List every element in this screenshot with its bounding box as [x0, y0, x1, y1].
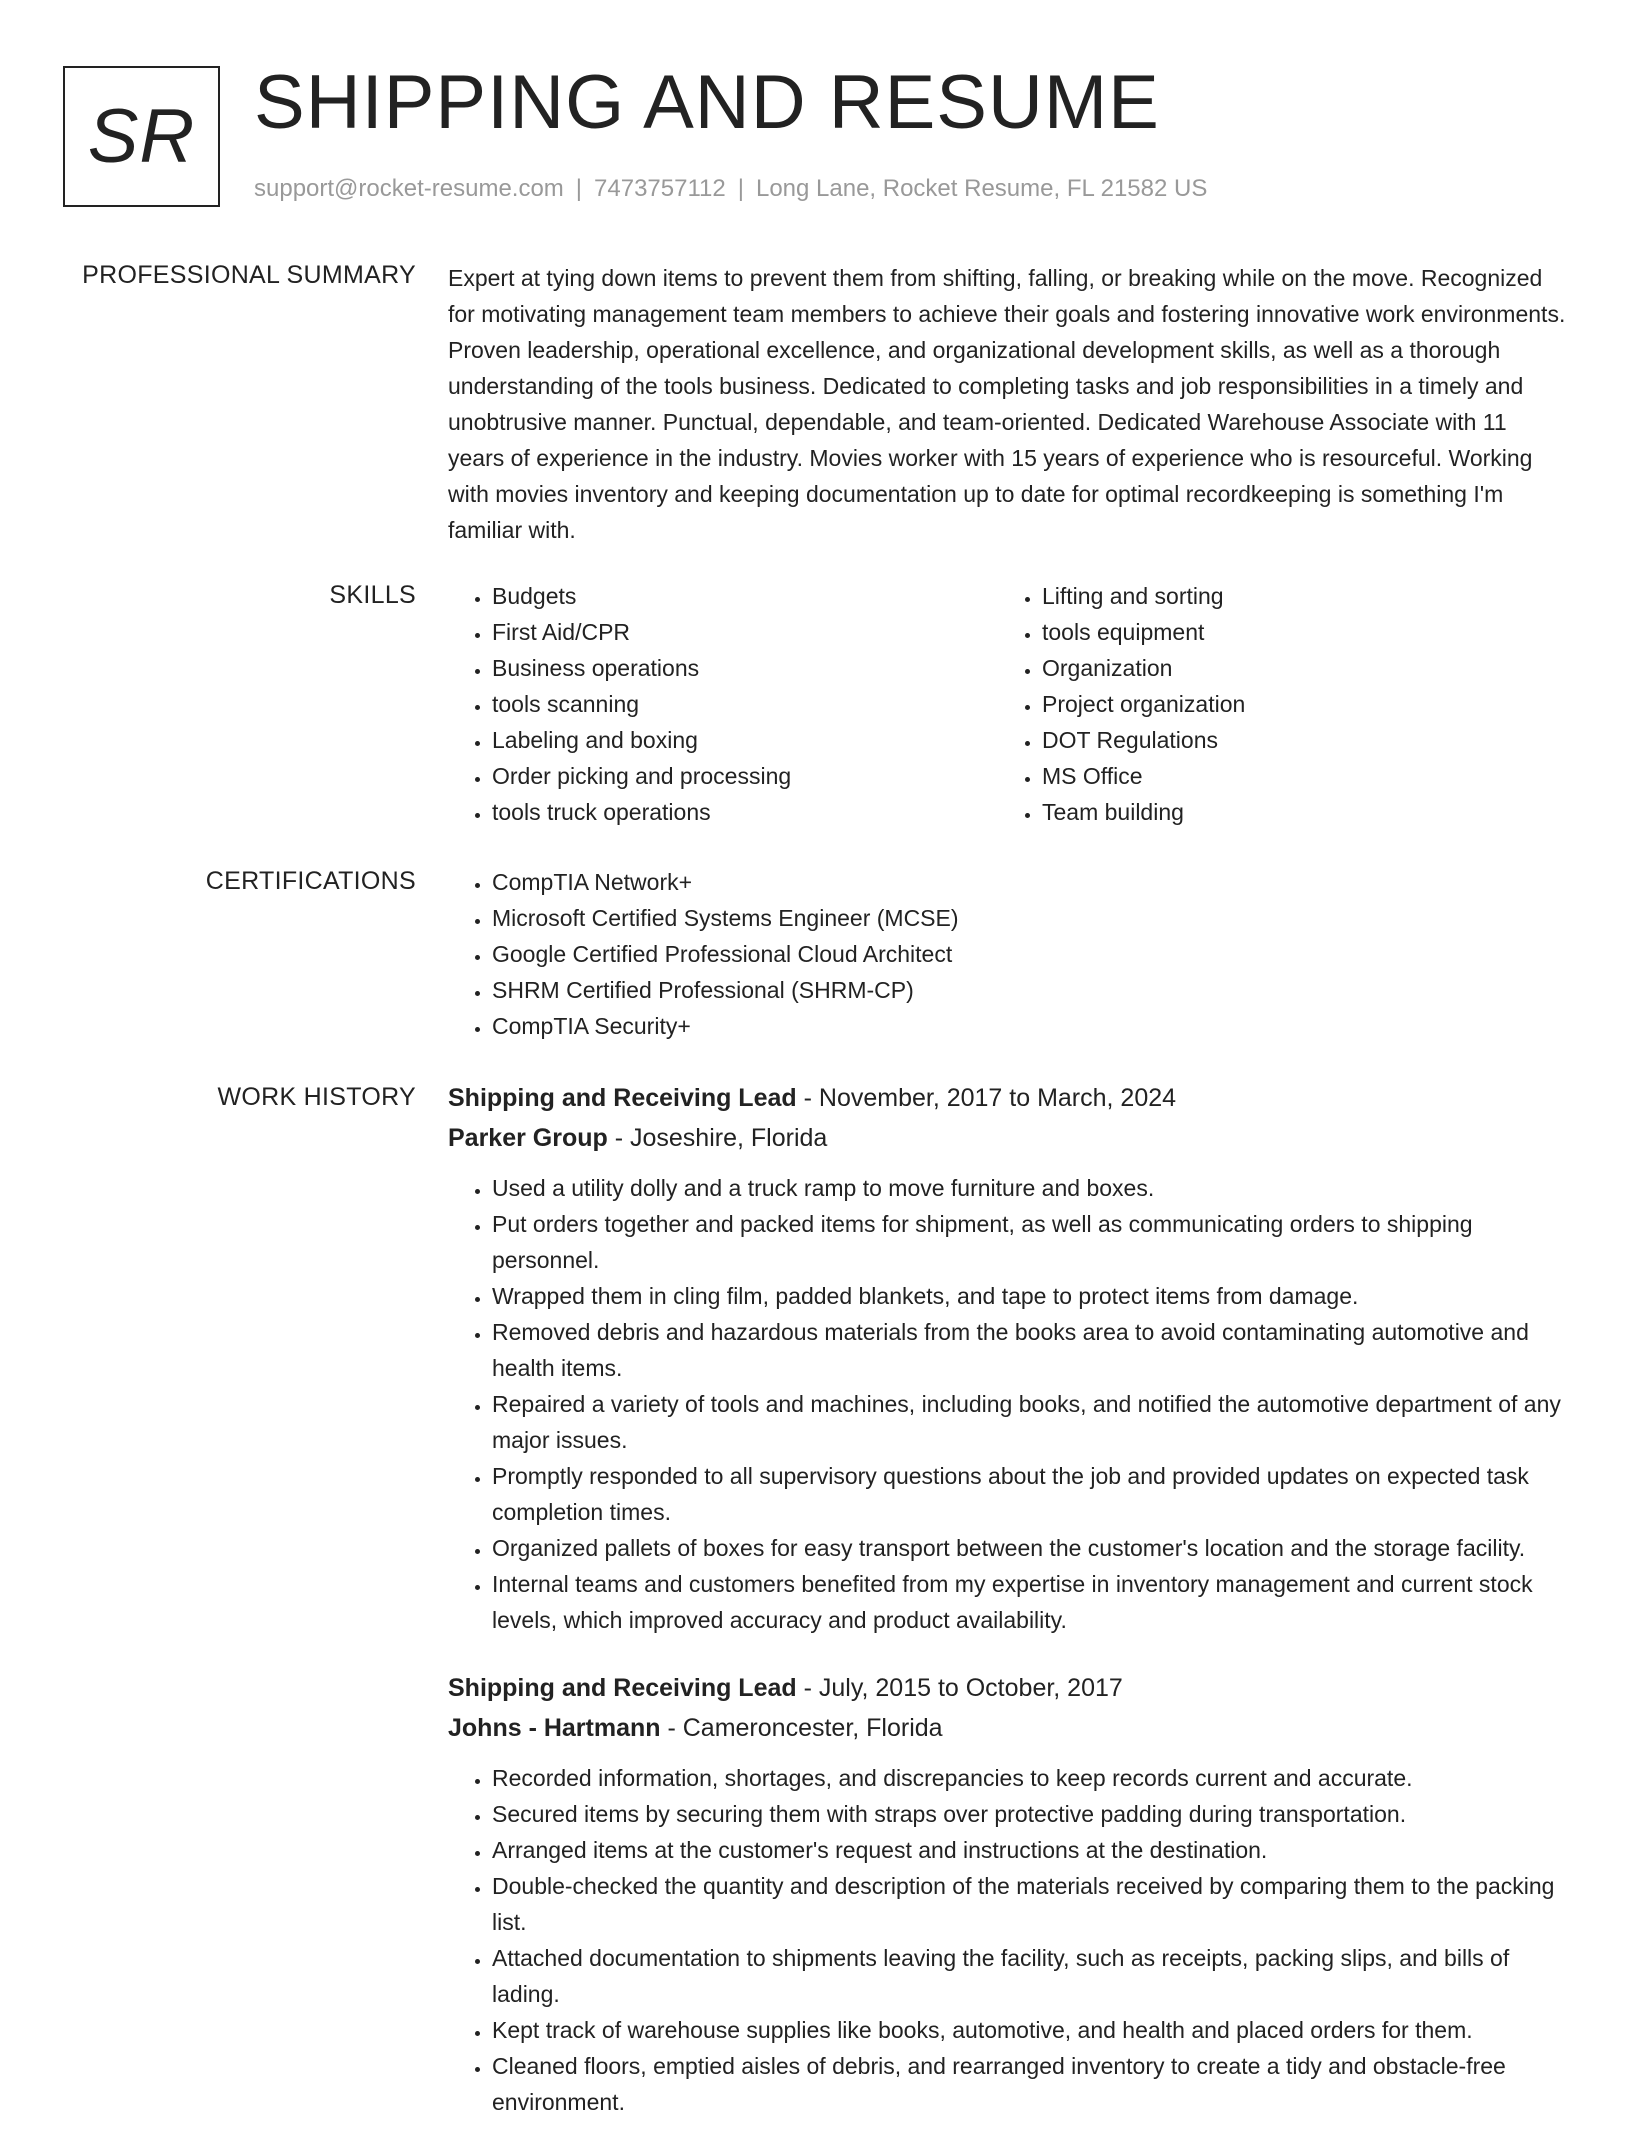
job-company: Parker Group — [448, 1124, 608, 1152]
job-duty-item: • Used a utility dolly and a truck ramp to move furniture and boxes. — [492, 1170, 1568, 1206]
work-history-heading: WORK HISTORY — [217, 1083, 416, 1111]
contact-line — [254, 173, 1207, 205]
skill-item: • MS Office — [1042, 758, 1548, 794]
resume-name: SHIPPING AND RESUME — [254, 60, 1160, 145]
monogram-logo: SR — [63, 66, 220, 207]
certification-item: • CompTIA Network+ — [492, 864, 1568, 900]
skill-item: • Lifting and sorting — [1042, 578, 1548, 614]
skill-item: • Business operations — [492, 650, 998, 686]
job-duty-item: • Double-checked the quantity and description of the materials received by comparing them to the packing list. — [492, 1868, 1568, 1940]
job-duty-item: • Attached documentation to shipments leaving the facility, such as receipts, packing slips, and bills of lading. — [492, 1940, 1568, 2012]
job-duty-item: • Removed debris and hazardous materials from the books area to avoid contaminating automotive and health items. — [492, 1314, 1568, 1386]
contact-phone: 7473757112 — [594, 175, 726, 202]
job-duty-item: • Kept track of warehouse supplies like books, automotive, and health and placed orders for them. — [492, 2012, 1568, 2048]
certifications-list — [448, 864, 1568, 1044]
skill-item: • First Aid/CPR — [492, 614, 998, 650]
jobs-container — [448, 1078, 1568, 2150]
job-duty-item: • Recorded information, shortages, and discrepancies to keep records current and accurate. — [492, 1760, 1568, 1796]
job-entry — [448, 1668, 1568, 2120]
certification-item: • Google Certified Professional Cloud Architect — [492, 936, 1568, 972]
skill-item: • tools scanning — [492, 686, 998, 722]
certification-item: • SHRM Certified Professional (SHRM-CP) — [492, 972, 1568, 1008]
job-title: Shipping and Receiving Lead — [448, 1084, 797, 1112]
job-location: - Cameroncester, Florida — [660, 1714, 943, 1742]
job-entry — [448, 1078, 1568, 1638]
skill-item: • tools equipment — [1042, 614, 1548, 650]
skills-heading: SKILLS — [329, 581, 416, 609]
certification-item: • Microsoft Certified Systems Engineer (MCSE) — [492, 900, 1568, 936]
job-title-line — [448, 1078, 1568, 1118]
skills-list-left — [448, 578, 998, 830]
job-duty-item: • Internal teams and customers benefited from my expertise in inventory management and current stock levels, which improved accuracy and product availability. — [492, 1566, 1568, 1638]
job-dates: - July, 2015 to October, 2017 — [796, 1674, 1123, 1702]
job-duties-list — [448, 1170, 1568, 1638]
job-location: - Joseshire, Florida — [607, 1124, 828, 1152]
job-duties-list — [448, 1760, 1568, 2120]
contact-separator: | — [737, 175, 744, 202]
contact-address: Long Lane, Rocket Resume, FL 21582 US — [755, 175, 1208, 202]
skill-item: • Budgets — [492, 578, 998, 614]
skill-item: • tools truck operations — [492, 794, 998, 830]
skill-item: • DOT Regulations — [1042, 722, 1548, 758]
skills-list-right — [998, 578, 1548, 830]
summary-text: Expert at tying down items to prevent them from shifting, falling, or breaking while on the move. Recognized for motivating management team members to achieve their goals and fostering innovative work environments. Proven leadership, operational excellence, and organizational development skills, as well as a thorough understanding of the tools business. Dedicated to completing tasks and job responsibilities in a timely and unobtrusive manner. Punctual, dependable, and team-oriented. Dedicated Warehouse Associate with 11 years of experience in the industry. Movies worker with 15 years of experience who is resourceful. Working with movies inventory and keeping documentation up to date for optimal recordkeeping is something I'm familiar with. — [448, 265, 1566, 543]
summary-heading: PROFESSIONAL SUMMARY — [82, 261, 416, 289]
skill-item: • Order picking and processing — [492, 758, 998, 794]
job-duty-item: • Promptly responded to all supervisory questions about the job and provided updates on expected task completion times. — [492, 1458, 1568, 1530]
job-company-line — [448, 1708, 1568, 1748]
skill-item: • Labeling and boxing — [492, 722, 998, 758]
job-duty-item: • Wrapped them in cling film, padded blankets, and tape to protect items from damage. — [492, 1278, 1568, 1314]
certification-item: • CompTIA Security+ — [492, 1008, 1568, 1044]
job-duty-item: • Secured items by securing them with straps over protective padding during transportation. — [492, 1796, 1568, 1832]
job-duty-item: • Cleaned floors, emptied aisles of debris, and rearranged inventory to create a tidy and obstacle-free environment. — [492, 2048, 1568, 2120]
contact-email: support@rocket-resume.com — [254, 175, 564, 202]
job-dates: - November, 2017 to March, 2024 — [796, 1084, 1177, 1112]
contact-separator: | — [575, 175, 583, 202]
job-title-line — [448, 1668, 1568, 1708]
skill-item: • Project organization — [1042, 686, 1548, 722]
job-duty-item: • Arranged items at the customer's request and instructions at the destination. — [492, 1832, 1568, 1868]
skill-item: • Team building — [1042, 794, 1548, 830]
job-duty-item: • Put orders together and packed items for shipment, as well as communicating orders to shipping personnel. — [492, 1206, 1568, 1278]
skill-item: • Organization — [1042, 650, 1548, 686]
job-duty-item: • Repaired a variety of tools and machines, including books, and notified the automotive department of any major issues. — [492, 1386, 1568, 1458]
job-duty-item: • Organized pallets of boxes for easy transport between the customer's location and the storage facility. — [492, 1530, 1568, 1566]
certifications-heading: CERTIFICATIONS — [205, 867, 416, 895]
job-company-line — [448, 1118, 1568, 1158]
job-company: Johns - Hartmann — [448, 1714, 661, 1742]
job-title: Shipping and Receiving Lead — [448, 1674, 797, 1702]
